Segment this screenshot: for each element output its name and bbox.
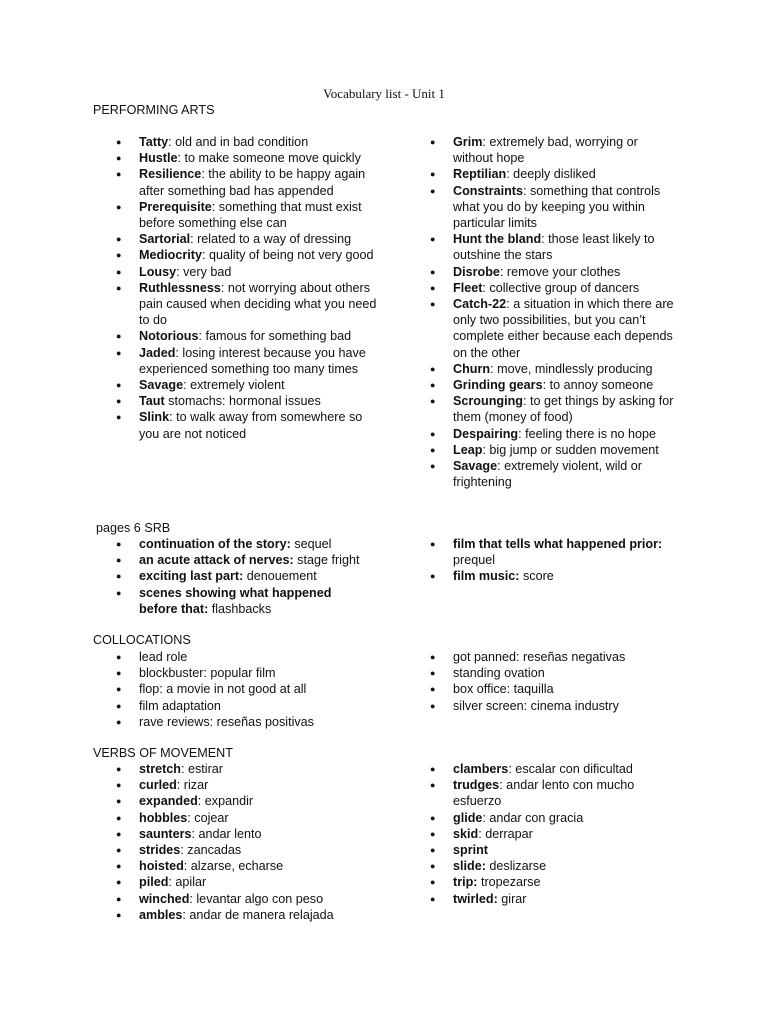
list-item xyxy=(139,585,365,617)
vocab-definition: : extremely violent xyxy=(183,378,285,393)
list-item xyxy=(139,842,379,858)
vocab-term: Catch-22 xyxy=(453,297,507,312)
vocab-definition: : remove your clothes xyxy=(499,264,621,279)
list-item xyxy=(139,891,379,907)
vocab-term: saunters xyxy=(139,826,192,841)
vocab-definition: : deeply disliked xyxy=(506,167,596,182)
vocab-definition: : andar lento xyxy=(191,826,262,841)
vocab-definition: lead role xyxy=(139,650,188,664)
list-item xyxy=(453,649,693,665)
vocabulary-list xyxy=(139,134,379,442)
list-item xyxy=(139,247,379,263)
list-item xyxy=(453,536,683,568)
vocab-definition: sequel xyxy=(290,537,332,551)
vocab-definition: : collective group of dancers xyxy=(482,280,640,295)
vocab-term: exciting last part: xyxy=(139,569,244,584)
section-heading-performing-arts: PERFORMING ARTS xyxy=(93,103,215,117)
list-item xyxy=(453,231,681,263)
vocab-term: trip: xyxy=(453,875,478,890)
list-item xyxy=(453,842,653,858)
list-item xyxy=(453,393,681,425)
list-item xyxy=(139,810,379,826)
vocab-definition: : very bad xyxy=(176,264,232,279)
vocab-definition: : apilar xyxy=(168,875,207,890)
vocab-definition: got panned: reseñas negativas xyxy=(453,650,626,664)
list-item xyxy=(453,681,693,697)
vocab-definition: : cojear xyxy=(187,810,229,825)
list-item xyxy=(453,777,653,809)
vocab-definition: box office: taquilla xyxy=(453,682,554,697)
vocab-term: Reptilian xyxy=(453,167,507,182)
vocab-term: strides xyxy=(139,843,181,858)
vocab-definition: silver screen: cinema industry xyxy=(453,698,619,713)
vocab-definition: : not worrying about others pain caused when deciding what you need to do xyxy=(139,280,377,328)
list-item xyxy=(453,858,653,874)
vocab-term: twirled: xyxy=(453,891,498,906)
vocab-definition: : rizar xyxy=(176,778,209,793)
vocab-term: Fleet xyxy=(453,280,483,295)
list-item xyxy=(139,409,379,441)
vocab-term: scenes showing what happened before that: xyxy=(139,585,332,616)
vocab-definition: girar xyxy=(497,891,527,906)
vocab-definition: : andar de manera relajada xyxy=(182,907,334,922)
vocab-definition: : related to a way of dressing xyxy=(190,232,352,247)
list-item xyxy=(139,698,379,714)
vocab-term: stretch xyxy=(139,762,181,776)
vocabulary-list xyxy=(139,761,379,923)
vocab-term: Constraints xyxy=(453,183,523,198)
vocab-definition: : andar lento con mucho esfuerzo xyxy=(453,778,635,809)
vocab-definition: stage fright xyxy=(293,553,360,568)
vocab-term: Notorious xyxy=(139,329,199,344)
list-item xyxy=(139,264,379,280)
section-heading-pages-srb: pages 6 SRB xyxy=(96,521,171,535)
vocab-definition: : to walk away from somewhere so you are not noticed xyxy=(139,410,363,441)
vocab-term: Tatty xyxy=(139,135,169,149)
list-item xyxy=(453,665,693,681)
vocab-term: Mediocrity xyxy=(139,248,202,263)
vocab-term: Despairing xyxy=(453,426,519,441)
list-item xyxy=(139,907,379,923)
collocations-left-column xyxy=(139,649,379,730)
vocab-term: Scrounging xyxy=(453,394,523,409)
vocab-definition: : levantar algo con peso xyxy=(189,891,324,906)
section-heading-collocations: COLLOCATIONS xyxy=(93,633,191,647)
vocab-definition: : move, mindlessly producing xyxy=(490,361,653,376)
vocab-term: Resilience xyxy=(139,167,202,182)
vocabulary-list xyxy=(453,134,681,490)
list-item xyxy=(453,280,681,296)
list-item xyxy=(453,361,681,377)
vocab-definition: : extremely bad, worrying or without hope xyxy=(453,135,638,166)
list-item xyxy=(453,810,653,826)
section-heading-verbs-of-movement: VERBS OF MOVEMENT xyxy=(93,746,233,760)
vocab-definition: : derrapar xyxy=(478,826,533,841)
vocab-definition: score xyxy=(519,569,554,584)
vocab-term: piled xyxy=(139,875,169,890)
list-item xyxy=(453,826,653,842)
vocab-definition: flashbacks xyxy=(208,601,272,616)
vocab-term: Savage xyxy=(139,378,184,393)
list-item xyxy=(139,714,379,730)
vocab-definition: tropezarse xyxy=(477,875,541,890)
vocab-term: clambers xyxy=(453,762,509,776)
vocab-term: Lousy xyxy=(139,264,177,279)
vocab-definition: : the ability to be happy again after something bad has appended xyxy=(139,167,366,198)
vocabulary-list xyxy=(453,761,653,907)
vocab-term: sprint xyxy=(453,843,488,858)
vocab-definition: : losing interest because you have experienced something too many times xyxy=(139,345,366,376)
vocab-definition: : estirar xyxy=(181,762,223,776)
list-item xyxy=(139,231,379,247)
performing-arts-left-column xyxy=(139,134,379,442)
vocab-term: Hunt the bland xyxy=(453,232,542,247)
vocabulary-list xyxy=(453,649,693,714)
verbs-right-column xyxy=(453,761,653,907)
vocab-term: an acute attack of nerves: xyxy=(139,553,294,568)
list-item xyxy=(453,166,681,182)
vocab-term: curled xyxy=(139,778,177,793)
vocab-term: trudges xyxy=(453,778,500,793)
vocab-definition: rave reviews: reseñas positivas xyxy=(139,714,314,729)
list-item xyxy=(139,777,379,793)
vocab-definition: stomachs: hormonal issues xyxy=(164,394,321,409)
vocabulary-list xyxy=(139,649,379,730)
vocab-definition: prequel xyxy=(453,553,496,568)
vocab-term: expanded xyxy=(139,794,198,809)
vocabulary-list xyxy=(453,536,683,585)
vocab-definition: : to get things by asking for them (money of food) xyxy=(453,394,674,425)
vocab-definition: : those least likely to outshine the stars xyxy=(453,232,655,263)
vocabulary-list xyxy=(139,536,365,617)
vocab-definition: : quality of being not very good xyxy=(201,248,374,263)
list-item xyxy=(139,377,379,393)
vocab-definition: : big jump or sudden movement xyxy=(482,442,659,457)
list-item xyxy=(453,377,681,393)
list-item xyxy=(139,166,379,198)
vocab-definition: : expandir xyxy=(197,794,254,809)
vocab-definition: blockbuster: popular film xyxy=(139,666,276,681)
vocab-term: Hustle xyxy=(139,151,178,166)
list-item xyxy=(139,328,379,344)
vocab-term: Taut xyxy=(139,394,165,409)
list-item xyxy=(139,761,379,777)
vocab-definition: : something that must exist before something else can xyxy=(139,199,362,231)
vocab-term: Ruthlessness xyxy=(139,280,221,295)
vocab-definition: : to annoy someone xyxy=(542,378,654,393)
vocab-definition: film adaptation xyxy=(139,698,221,713)
vocab-term: ambles xyxy=(139,907,183,922)
vocab-term: Grinding gears xyxy=(453,378,543,393)
vocab-term: winched xyxy=(139,891,190,906)
vocab-definition: : something that controls what you do by keeping you within particular limits xyxy=(453,183,661,231)
pages-srb-right-column xyxy=(453,536,683,585)
vocab-term: skid xyxy=(453,826,479,841)
list-item xyxy=(139,568,365,584)
list-item xyxy=(139,826,379,842)
vocab-definition: : zancadas xyxy=(180,843,242,858)
vocab-term: slide: xyxy=(453,859,486,874)
vocab-definition: : extremely violent, wild or frightening xyxy=(453,459,642,490)
list-item xyxy=(139,199,379,231)
list-item xyxy=(139,134,379,150)
vocab-term: hobbles xyxy=(139,810,188,825)
vocab-definition: : escalar con dificultad xyxy=(508,762,633,776)
vocab-definition: : to make someone move quickly xyxy=(177,151,361,166)
list-item xyxy=(139,681,379,697)
vocab-definition: standing ovation xyxy=(453,666,545,681)
list-item xyxy=(139,280,379,329)
vocab-term: continuation of the story: xyxy=(139,537,291,551)
list-item xyxy=(139,345,379,377)
list-item xyxy=(453,183,681,232)
list-item xyxy=(139,552,365,568)
list-item xyxy=(139,649,379,665)
vocab-term: Jaded xyxy=(139,345,176,360)
list-item xyxy=(453,761,653,777)
list-item xyxy=(139,665,379,681)
list-item xyxy=(453,442,681,458)
list-item xyxy=(453,698,693,714)
vocab-term: hoisted xyxy=(139,859,184,874)
performing-arts-right-column xyxy=(453,134,681,490)
vocab-definition: : andar con gracia xyxy=(482,810,584,825)
vocab-term: Grim xyxy=(453,135,483,149)
list-item xyxy=(453,568,683,584)
list-item xyxy=(453,264,681,280)
vocab-definition: : famous for something bad xyxy=(198,329,352,344)
list-item xyxy=(139,874,379,890)
vocab-term: Disrobe xyxy=(453,264,500,279)
vocab-definition: flop: a movie in not good at all xyxy=(139,682,307,697)
vocab-term: Leap xyxy=(453,442,483,457)
vocab-term: Savage xyxy=(453,459,498,474)
vocab-definition: : a situation in which there are only two possibilities, but you can’t complete either because each depends on the other xyxy=(453,297,674,360)
list-item xyxy=(453,296,681,361)
vocab-term: Churn xyxy=(453,361,491,376)
list-item xyxy=(139,793,379,809)
vocab-term: film music: xyxy=(453,569,520,584)
vocab-term: Prerequisite xyxy=(139,199,212,214)
list-item xyxy=(139,536,365,552)
list-item xyxy=(453,891,653,907)
vocab-definition: : alzarse, echarse xyxy=(183,859,284,874)
list-item xyxy=(139,393,379,409)
list-item xyxy=(139,150,379,166)
vocab-definition: denouement xyxy=(243,569,317,584)
vocab-term: glide xyxy=(453,810,483,825)
list-item xyxy=(139,858,379,874)
list-item xyxy=(453,458,681,490)
list-item xyxy=(453,134,681,166)
vocab-definition: deslizarse xyxy=(485,859,547,874)
vocab-definition: : feeling there is no hope xyxy=(518,426,657,441)
vocab-term: Slink xyxy=(139,410,170,425)
pages-srb-left-column xyxy=(139,536,365,617)
list-item xyxy=(453,426,681,442)
vocab-term: Sartorial xyxy=(139,232,191,247)
verbs-left-column xyxy=(139,761,379,923)
vocab-term: film that tells what happened prior: xyxy=(453,537,663,551)
list-item xyxy=(453,874,653,890)
document-title: Vocabulary list - Unit 1 xyxy=(323,86,445,101)
collocations-right-column xyxy=(453,649,693,714)
vocab-definition: : old and in bad condition xyxy=(168,135,309,149)
